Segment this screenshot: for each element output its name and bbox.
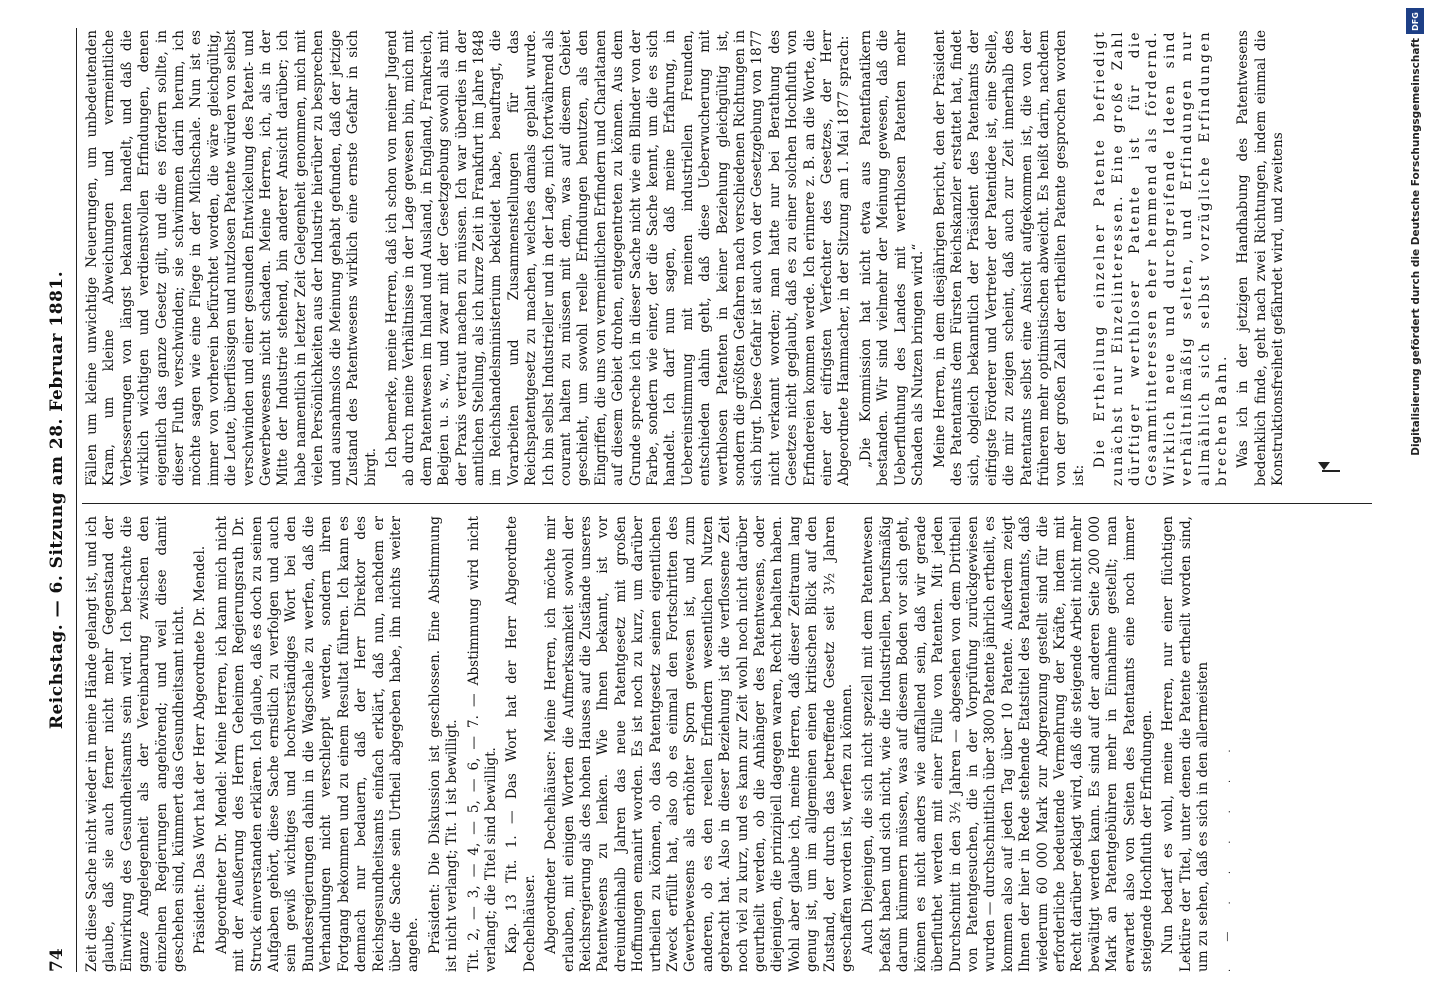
margin-arrow-icon	[1318, 462, 1330, 470]
paragraph: Meine Herren, in dem diesjährigen Bericht, den der Präsident des Patentamts dem Fürsten Reichskanzler erstattet hat, findet sich, obgleich bekanntlich der Präsident des Patentamts der eifrigste Förderer und Vertreter der Patentidee ist, eine Stelle, die mir zu zeigen scheint, daß auch zur Zeit innerhalb des Patentamts selbst eine Ansicht aufgekommen ist, die von der früheren mehr optimistischen abweicht. Es heißt darin, nachdem von der großen Zahl der ertheilten Patente gesprochen worden ist:	[931, 30, 1087, 486]
left-column	[84, 516, 1374, 972]
quotation: Die Ertheilung einzelner Patente befriedigt zunächst nur Einzelinteressen. Eine große Zahl dürftiger werthloser Patente ist für die Gesammtinteressen eher hemmend als fördernd. Wirklich neue und durchgreifende Ideen sind verhältnißmäßig selten, und Erfindungen nur allmählich sich selbst vorzügliche Erfindungen brechen Bahn.	[1092, 30, 1230, 486]
paragraph: Auch Diejenigen, die sich nicht speziell mit dem Patentwesen befaßt haben und sich nicht, wie die Industriellen, berufsmäßig darum kümmern müssen, was auf diesem Boden vor sich geht, können es nicht anders wie auffallend sein, daß wir gerade überfluthet werden mit einer Fülle von Patenten. Mit jeden Durchschnitt in den 3½ Jahren — abgesehen von dem Drittheil von Patentgesuchen, die in der Vorprüfung zurückgewiesen wurden — durchschnittlich über 3800 Patente jährlich ertheilt, es kommen also auf jeden Tag über 10 Patente. Außerdem zeigt Ihnen der hier in Rede stehende Etatstitel des Patentamts, daß wiederum 60 000 Mark zur Abgrenzung gestellt sind für die erforderliche bedeutende Vermehrung der Kräfte, indem mit Recht darüber geklagt wird, daß die steigende Arbeit nicht mehr bewältigt werden kann. Es sind auf der anderen Seite 200 000 Mark an Patentgebühren mehr in Einnahme gestellt; man erwartet also von Seiten des Patentamts eine noch immer steigende Hochfluth der Erfindungen.	[860, 516, 1155, 972]
dfg-logo-icon	[1406, 8, 1424, 34]
paragraph: Ich bemerke, meine Herren, daß ich schon von meiner Jugend ab durch meine Verhältnisse in der Lage gewesen bin, mich mit dem Patentwesen im Inland und Ausland, in England, Frankreich, Belgien u. s. w., und zwar mit der Gesetzgebung sowohl als mit der Praxis vertraut machen zu müssen. Ich war überdies in der amtlichen Stellung, als ich kurze Zeit in Frankfurt im Jahre 1848 im Reichshandelsministerium bekleidet habe, beauftragt, die Vorarbeiten und Zusammenstellungen für das Reichspatentgesetz zu machen, welches damals geplant wurde. Ich bin selbst Industrieller und in der Lage, mich fortwährend als courant halten zu müssen mit dem, was auf diesem Gebiet geschieht, um sowohl reelle Erfindungen benutzen, als den Eingriffen, die uns von vermeintlichen Erfindern und Charlatanen auf diesem Gebiet drohen, entgegentreten zu können. Aus dem Grunde spreche ich in dieser Sache nicht wie ein Blinder von der Farbe, sondern wie einer, der die Sache kennt, um die es sich handelt. Ich darf nun sagen, daß meine Erfahrung, in Uebereinstimmung mit meinen industriellen Freunden, entschieden dahin geht, daß diese Ueberwucherung mit werthlosen Patenten in keiner Beziehung gleichgültig ist, sondern die größten Gefahren nach verschiedenen Richtungen in sich birgt. Diese Gefahr ist auch von der Gesetzgebung von 1877 nicht verkannt worden; man hatte nur bei Berathung des Gesetzes nicht geglaubt, daß es zu einer solchen Hochfluth von Erfindereien kommen werde. Ich erinnere z. B. an die Worte, die einer der eifrigsten Verfechter des Gesetzes, der Herr Abgeordnete Hammacher, in der Sitzung am 1. Mai 1877 sprach:	[383, 30, 853, 486]
right-column	[84, 30, 1374, 486]
margin-tick	[1322, 470, 1340, 472]
paragraph: Fällen um kleine unwichtige Neuerungen, um unbedeutenden Kram, um kleine Abweichungen und vermeintliche Verbesserungen von längst bekannten handelt, und daß die wirklich wichtigen und verdienstvollen Erfindungen, denen eigentlich das ganze Gesetz gilt, und die es fördern sollte, in dieser Fluth verschwinden; sie schwimmen darin herum, ich möchte sagen wie eine Fliege in der Milchschale. Nun ist es immer von vorherein befürchtet worden, die wäre gleichgültig, die Leute, überflüssigen und nutzlosen Patente würden von selbst verschwinden und einer gesunden Entwickelung des Patent- und Gewerbewesens nicht schaden. Meine Herren, ich, als in der Mitte der Industrie stehend, bin anderer Ansicht darüber; ich habe namentlich in letzter Zeit Gelegenheit genommen, mich mit vielen Persönlichkeiten aus der Industrie hierüber zu besprechen und ausnahmslos die Meinung gehabt gefunden, daß der jetzige Zustand des Patentwesens wirklich eine ernste Gefahr in sich birgt.	[84, 30, 379, 486]
running-title: Reichstag. — 6. Sitzung am 28. Februar 1881.	[47, 270, 67, 730]
paragraph: Präsident: Die Diskussion ist geschlossen. Eine Abstimmung ist nicht verlangt; Tit. 1 ist bewilligt.	[426, 516, 461, 972]
rotated-page-content	[26, 0, 1406, 1000]
paragraph: Was ich in der jetzigen Handhabung des Patentwesens bedenklich finde, geht nach zwei Richtungen, indem einmal die Konstruktionsfreiheit gefährdet wird, und zweitens	[1235, 30, 1287, 486]
dfg-logo-text: DFG	[1410, 11, 1420, 31]
page-number: 74	[47, 948, 67, 972]
column-divider	[82, 503, 1372, 504]
header-rule	[76, 28, 77, 972]
paragraph: Abgeordneter Dr. Mendel: Meine Herren, ich kann mich nicht mit der Aeußerung des Herrn Geheimen Regierungsrath Dr. Struck einverstanden erklären. Ich glaube, daß es doch zu seinen Aufgaben gehört, diese Sache ernstlich zu verfolgen und auch sein gewiß wichtiges und hochverständiges Wort bei den Bundesregierungen dahin in die Wagschale zu werfen, daß die Verhandlungen nicht verschleppt werden, sondern ihren Fortgang bekommen und zu einem Resultat führen. Ich kann es demnach nur bedauern, daß der Herr Direktor des Reichsgesundheitsamts einfach erklärt, daß nun, nachdem er über die Sache sein Urtheil abgegeben habe, ihn nichts weiter angehe.	[213, 516, 422, 972]
digitization-note	[1406, 38, 1426, 978]
paragraph: Kap. 13 Tit. 1. — Das Wort hat der Herr Abgeordnete Dechelhäuser.	[504, 516, 538, 972]
bottom-marks: . — . . . . . .	[1221, 737, 1233, 972]
paragraph: Zeit diese Sache nicht wieder in meine Hände gelangt ist, und ich glaube, daß sie auch ferner nicht mehr Gegenstand der Einwirkung des Gesundheitsamts sein wird. Ich betrachte die ganze Angelegenheit als der Vereinbarung zwischen den einzelnen Regierungen angehörend; und weil diese damit geschehen sind, kümmert das Gesundheitsamt nicht.	[84, 516, 188, 972]
quotation: „Die Kommission hat nicht etwa aus Patentfanatikern bestanden. Wir sind vielmehr der Meinung gewesen, daß die Ueberfluthung des Landes mit werthlosen Patenten mehr Schaden als Nutzen bringen wird.“	[857, 30, 927, 486]
digitization-note-text: Digitalisierung gefördert durch die Deutsche Forschungsgemeinschaft	[1410, 38, 1422, 456]
paragraph: Präsident: Das Wort hat der Herr Abgeordnete Dr. Mendel.	[192, 545, 209, 954]
page-header	[40, 28, 74, 972]
paragraph: Tit. 2, — 3, — 4, — 5, — 6, — 7. — Abstimmung wird nicht verlangt; die Titel sind bewilligt.	[465, 516, 499, 972]
paragraph: Abgeordneter Dechelhäuser: Meine Herren, ich möchte mir erlauben, mit einigen Worten die Aufmerksamkeit sowohl der Reichsregierung als des hohen Hauses auf die Zustände unseres Patentwesens zu lenken. Wie Ihnen bekannt, ist vor dreiundeinhalb Jahren das neue Patentgesetz mit großen Hoffnungen emanirt worden. Es ist noch zu kurz, um darüber urtheilen zu können, ob das Patentgesetz seinen eigentlichen Zweck erfüllt hat, also ob es einmal den Fortschritten des Gewerbewesens als erhöhter Sporn gewesen ist, und zum anderen, ob es den reellen Erfindern wesentlichen Nutzen gebracht hat. Also in dieser Beziehung ist die verflossene Zeit noch viel zu kurz, und es kann zur Zeit wohl noch nicht darüber geurtheilt werden, ob die Anhänger des Patentwesens, oder diejenigen, die prinzipiell dagegen waren, Recht behalten haben. Wohl aber glaube ich, meine Herren, daß dieser Zeitraum lang genug ist, um im allgemeinen einen kritischen Blick auf den Zustand, der durch das betreffende Gesetz seit 3½ Jahren geschaffen worden ist, werfen zu können.	[543, 516, 856, 972]
paragraph: Nun bedarf es wohl, meine Herren, nur einer flüchtigen Lektüre der Titel, unter denen die Patente ertheilt worden sind, um zu sehen, daß es sich in den allermeisten	[1160, 516, 1212, 972]
